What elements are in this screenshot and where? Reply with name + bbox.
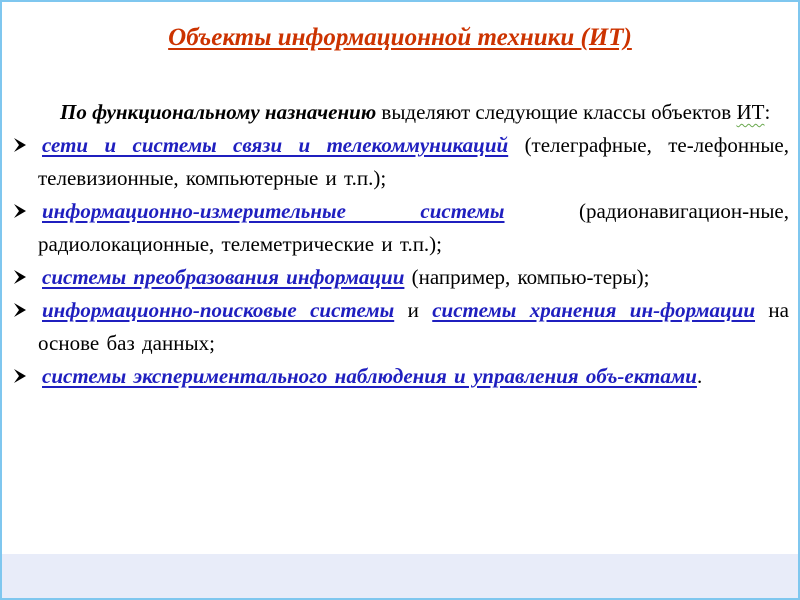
intro-lead: По функциональному назначению: [60, 100, 377, 124]
slide-body: [13, 96, 789, 393]
list-item: [13, 195, 789, 261]
intro-abbr: ИТ: [736, 100, 765, 124]
object-class-list: [13, 129, 789, 393]
list-item: [13, 294, 789, 360]
arrowhead-bullet-icon: [13, 195, 29, 228]
item-term: информационно-поисковые системы: [42, 298, 395, 322]
list-item: [13, 261, 789, 294]
arrowhead-bullet-icon: [13, 360, 29, 393]
item-rest: .: [696, 364, 703, 388]
item-rest: (радионавигацион-ные, радиолокационные, телеметрические и т.п.);: [38, 199, 790, 256]
intro-paragraph: [13, 96, 789, 129]
footer-band: [2, 554, 798, 598]
intro-text: выделяют следующие классы объектов: [376, 100, 737, 124]
item-rest: (телеграфные, те-лефонные, телевизионные, компьютерные и т.п.);: [38, 133, 790, 190]
item-rest: (например, компью-теры);: [404, 265, 650, 289]
arrowhead-bullet-icon: [13, 129, 29, 162]
arrowhead-bullet-icon: [13, 261, 29, 294]
list-item: [13, 129, 789, 195]
title-text: Объекты информационной техники (ИТ): [168, 24, 632, 51]
slide-title: [2, 24, 798, 52]
list-item: [13, 360, 789, 393]
item-rest: на основе баз данных;: [38, 298, 789, 355]
arrowhead-bullet-icon: [13, 294, 29, 327]
item-mid: и: [394, 298, 433, 322]
intro-end: :: [764, 100, 771, 124]
item-term: системы преобразования информации: [42, 265, 405, 289]
item-term: сети и системы связи и телекоммуникаций: [42, 133, 509, 157]
item-term-2: системы хранения ин-формации: [432, 298, 756, 322]
item-term: системы экспериментального наблюдения и управления объ-ектами: [42, 364, 697, 388]
item-term: информационно-измерительные системы: [42, 199, 505, 223]
